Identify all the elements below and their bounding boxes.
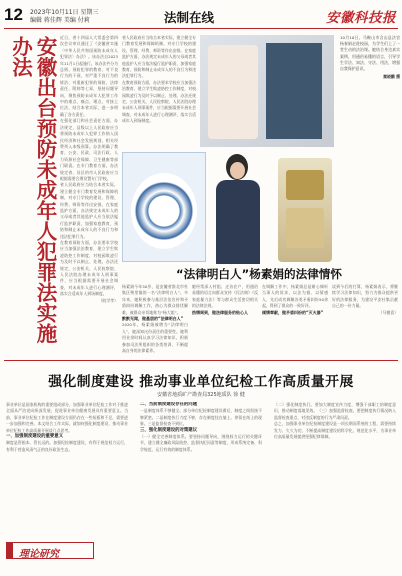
- feature-text-4: 在调解工作中，杨素娟总是耐心倾听当事人的诉求，以法为据、以情感人，先后成功调解各类矛盾纠纷50余起，得到了群众的一致好评。: [262, 284, 328, 309]
- feature-headline: “法律明白人”杨素娟的法律情怀: [176, 267, 342, 281]
- top-story-headline: 安徽出台预防未成年人犯罪法实施办法: [8, 36, 57, 344]
- main-article-column-2: [140, 402, 262, 558]
- badge-label: 理论研究: [19, 549, 59, 560]
- top-story-author: （皖学孝）: [98, 297, 118, 303]
- top-story-column-3-cont: 省人民政府应当结合本省实际，建立健全专门教育发展和保障机制，对专门学校的建设、管理、经费、师资等作出安排。在家庭监护方面，办法规定未成年人的父母或者其他监护人应当依法履行监护职责，加强家庭教育，预防和制止未成年人的不良行为和违法犯罪行为。: [122, 35, 196, 79]
- main-article-column-3: [274, 402, 396, 558]
- section-divider: [4, 360, 398, 361]
- page-number: 12: [4, 5, 23, 24]
- portrait-photo: [206, 148, 270, 264]
- feature-subhead-2: 热情周到，做法律服务的贴心人: [192, 309, 248, 315]
- photo-byline: 秦晓鹏 摄: [383, 74, 400, 80]
- top-story-body-continued: [122, 35, 196, 147]
- feature-column-1: [122, 284, 188, 358]
- section-title: 法制在线: [164, 10, 215, 25]
- badge-accent-bar: [7, 543, 13, 558]
- feature-column-3: [262, 284, 328, 358]
- lecture-photo: [200, 35, 334, 147]
- paper-cutting-artwork: [122, 152, 206, 262]
- feature-column-4: [332, 284, 398, 358]
- feature-subhead-3: 倾情奉献，做矛盾纠纷的“灭火器”: [262, 309, 324, 315]
- main-article-column-1: [6, 402, 128, 538]
- top-story-column-4: 在教育预防方面，办法要求学校应当加强法治教育，建立学生欺凌防控工作制度，对校园欺凌行为及时予以制止、处理。办法还规定，公安机关、人民检察院、人民法院办理未成年人刑事案件，应当根据需要开展社会调查，对未成年人进行心理测评，落实合适成年人到场制度。: [60, 240, 118, 297]
- feature-text-2: 2020年，杨素娟被聘为“法律明白人”，她深知这份责任的重要性。她利用业余时间认真学习法律知识，积极参加司法所组织的各类培训，不断提高自身的法律素养。: [122, 322, 188, 354]
- main-article-subhead-3: 三、强化制度建设的对策建议: [140, 427, 198, 433]
- editor-credit: 编辑 蒋佳辉 美编 付莉: [30, 17, 90, 24]
- main-article-subhead-1: 一、加强制度建设的重要意义: [6, 434, 64, 440]
- feature-column-2: [192, 284, 258, 358]
- top-story-column-1: 近日，省十四届人大常委会第四次会议审议通过了《安徽省实施〈中华人民共和国预防未成年人犯罪法〉办法》。该办法自2023年11月1日起施行。该办法共分为总则、预防犯罪的教育、对不良行为的干预、对严重不良行为的矫治、对重新犯罪的预防、法律责任、附则等七章，坚持问题导向，聚焦预防未成年人犯罪工作中的难点、痛点、堵点，对接上位法，结合本省实际，进一步明确了各方责任。: [60, 35, 118, 117]
- top-story-column-3: 省人民政府应当结合本省实际，建立健全专门教育发展和保障机制，对专门学校的建设、管理、经费、师资等作出安排。在家庭监护方面，办法规定未成年人的父母或者其他监护人应当依法履行监护职责，加强家庭教育，预防和制止未成年人的不良行为和违法犯罪行为。: [60, 182, 118, 239]
- paper-cutting-pattern: [131, 173, 197, 249]
- theory-section-badge: [6, 542, 94, 559]
- issue-date: 2023年10月11日 星期三: [30, 9, 99, 16]
- photo-caption-text: 10月10日，马鞍山市含山县法官杨春娟走进校园，为学生们上了一堂生动的法治课。她结合身边真实案例，用通俗易懂的语言，引导学生学法、知法、守法、用法，增强自我保护意识。: [340, 35, 400, 72]
- feature-text-5: 谈到今后的打算，杨素娟表示，将继续学习法律知识，努力为群众提供更好的法律服务，为建设平安杜集贡献自己的一份力量。: [332, 284, 398, 309]
- main-article-text-6: 总之，加强事业单位纪检制度建设是一项长期而系统的工程，需要持续发力、久久为功，不断提高制度建设的科学化、规范化水平，为事业单位高质量发展提供坚强纪律保障。: [274, 421, 396, 440]
- masthead: [4, 3, 398, 29]
- feature-author: （马德喜）: [378, 309, 398, 315]
- feature-subhead-1: 默默无闻，做基层的“法律明白人”: [122, 316, 184, 322]
- main-article-subhead-2: 二、当前制度建设存在的问题: [140, 402, 198, 407]
- main-article-byline: 安徽省地质矿产勘查局325地质队 徐 健: [157, 392, 245, 398]
- feature-text-1: 杨素娟今年50岁，是安徽省淮北市杜集区朔里镇的一名“法律明白人”。多年来，她积极参与基层法治宣传和矛盾纠纷调解工作，热心为群众排忧解难，被群众亲切地称为“杨大姐”。: [122, 284, 188, 315]
- honor-display-photo: [278, 158, 332, 262]
- feature-text-3: 她经常深入村组、走访农户，用通俗易懂的语言向群众宣传《民法典》《反家庭暴力法》等与群众生活密切相关的法律法规。: [192, 284, 258, 309]
- main-article-text-2: 制度是管根本、管长远的。加强纪检制度建设，有利于规范权力运行，有利于营造风清气正的良好政治生态。: [6, 440, 128, 452]
- top-story-column-2: 在强化部门和社会责任方面，办法规定，县级以上人民政府应当将预防未成年人犯罪工作纳入国民经济和社会发展规划，相关经费列入本级预算。办法明确了教育、公安、民政、司法行政、人力资源社会保障、卫生健康等部门职责。在专门教育方面，办法规定省、设区的市人民政府应当根据需要合理设置专门学校。: [60, 118, 118, 181]
- newspaper-logo: 安徽科技报: [326, 10, 396, 26]
- top-story-column-4-cont: 在教育预防方面，办法要求学校应当加强法治教育，建立学生欺凌防控工作制度，对校园欺凌行为及时予以制止、处理。办法还规定，公安机关、人民检察院、人民法院办理未成年人刑事案件，应当根据需要开展社会调查，对未成年人进行心理测评，落实合适成年人到场制度。: [122, 79, 196, 124]
- main-article-text-1: 事业单位是国家机构的重要组成部分，加强事业单位纪检工作对于推进全面从严治党向纵深发展、促进事业单位健康发展具有重要意义。当前，事业单位纪检工作在制度建设方面仍存在一些短板和不足，需要进一步加强和完善。本文结合工作实际，就如何强化制度建设、推动事业单位纪检工作高质量开展谈几点思考。: [6, 402, 128, 433]
- main-article-text-3: 一是制度体系不够健全。部分单位纪检制度建设滞后，制度之间衔接不够紧密。二是制度执行力度不够，存在制度挂在墙上、停留在纸上的现象。三是监督检查不到位。: [140, 408, 262, 427]
- top-story-body: [60, 35, 118, 357]
- main-article-text-4: （一）健全完善制度体系。要坚持问题导向，围绕权力运行的关键环节，建立健全廉政风险防控、监督执纪问责等制度，形成系统完备、科学规范、运行有效的制度体系。: [140, 434, 262, 452]
- main-article-text-5: （二）强化制度执行。要加大制度宣传力度，增强干部职工的制度意识，推动制度落地见效。（三）加强监督检查。要把制度执行情况纳入监督检查重点，对违反制度的行为严肃问责。: [274, 402, 396, 420]
- main-article-headline: 强化制度建设 推动事业单位纪检工作高质量开展: [48, 374, 354, 390]
- photo-caption: [340, 35, 400, 80]
